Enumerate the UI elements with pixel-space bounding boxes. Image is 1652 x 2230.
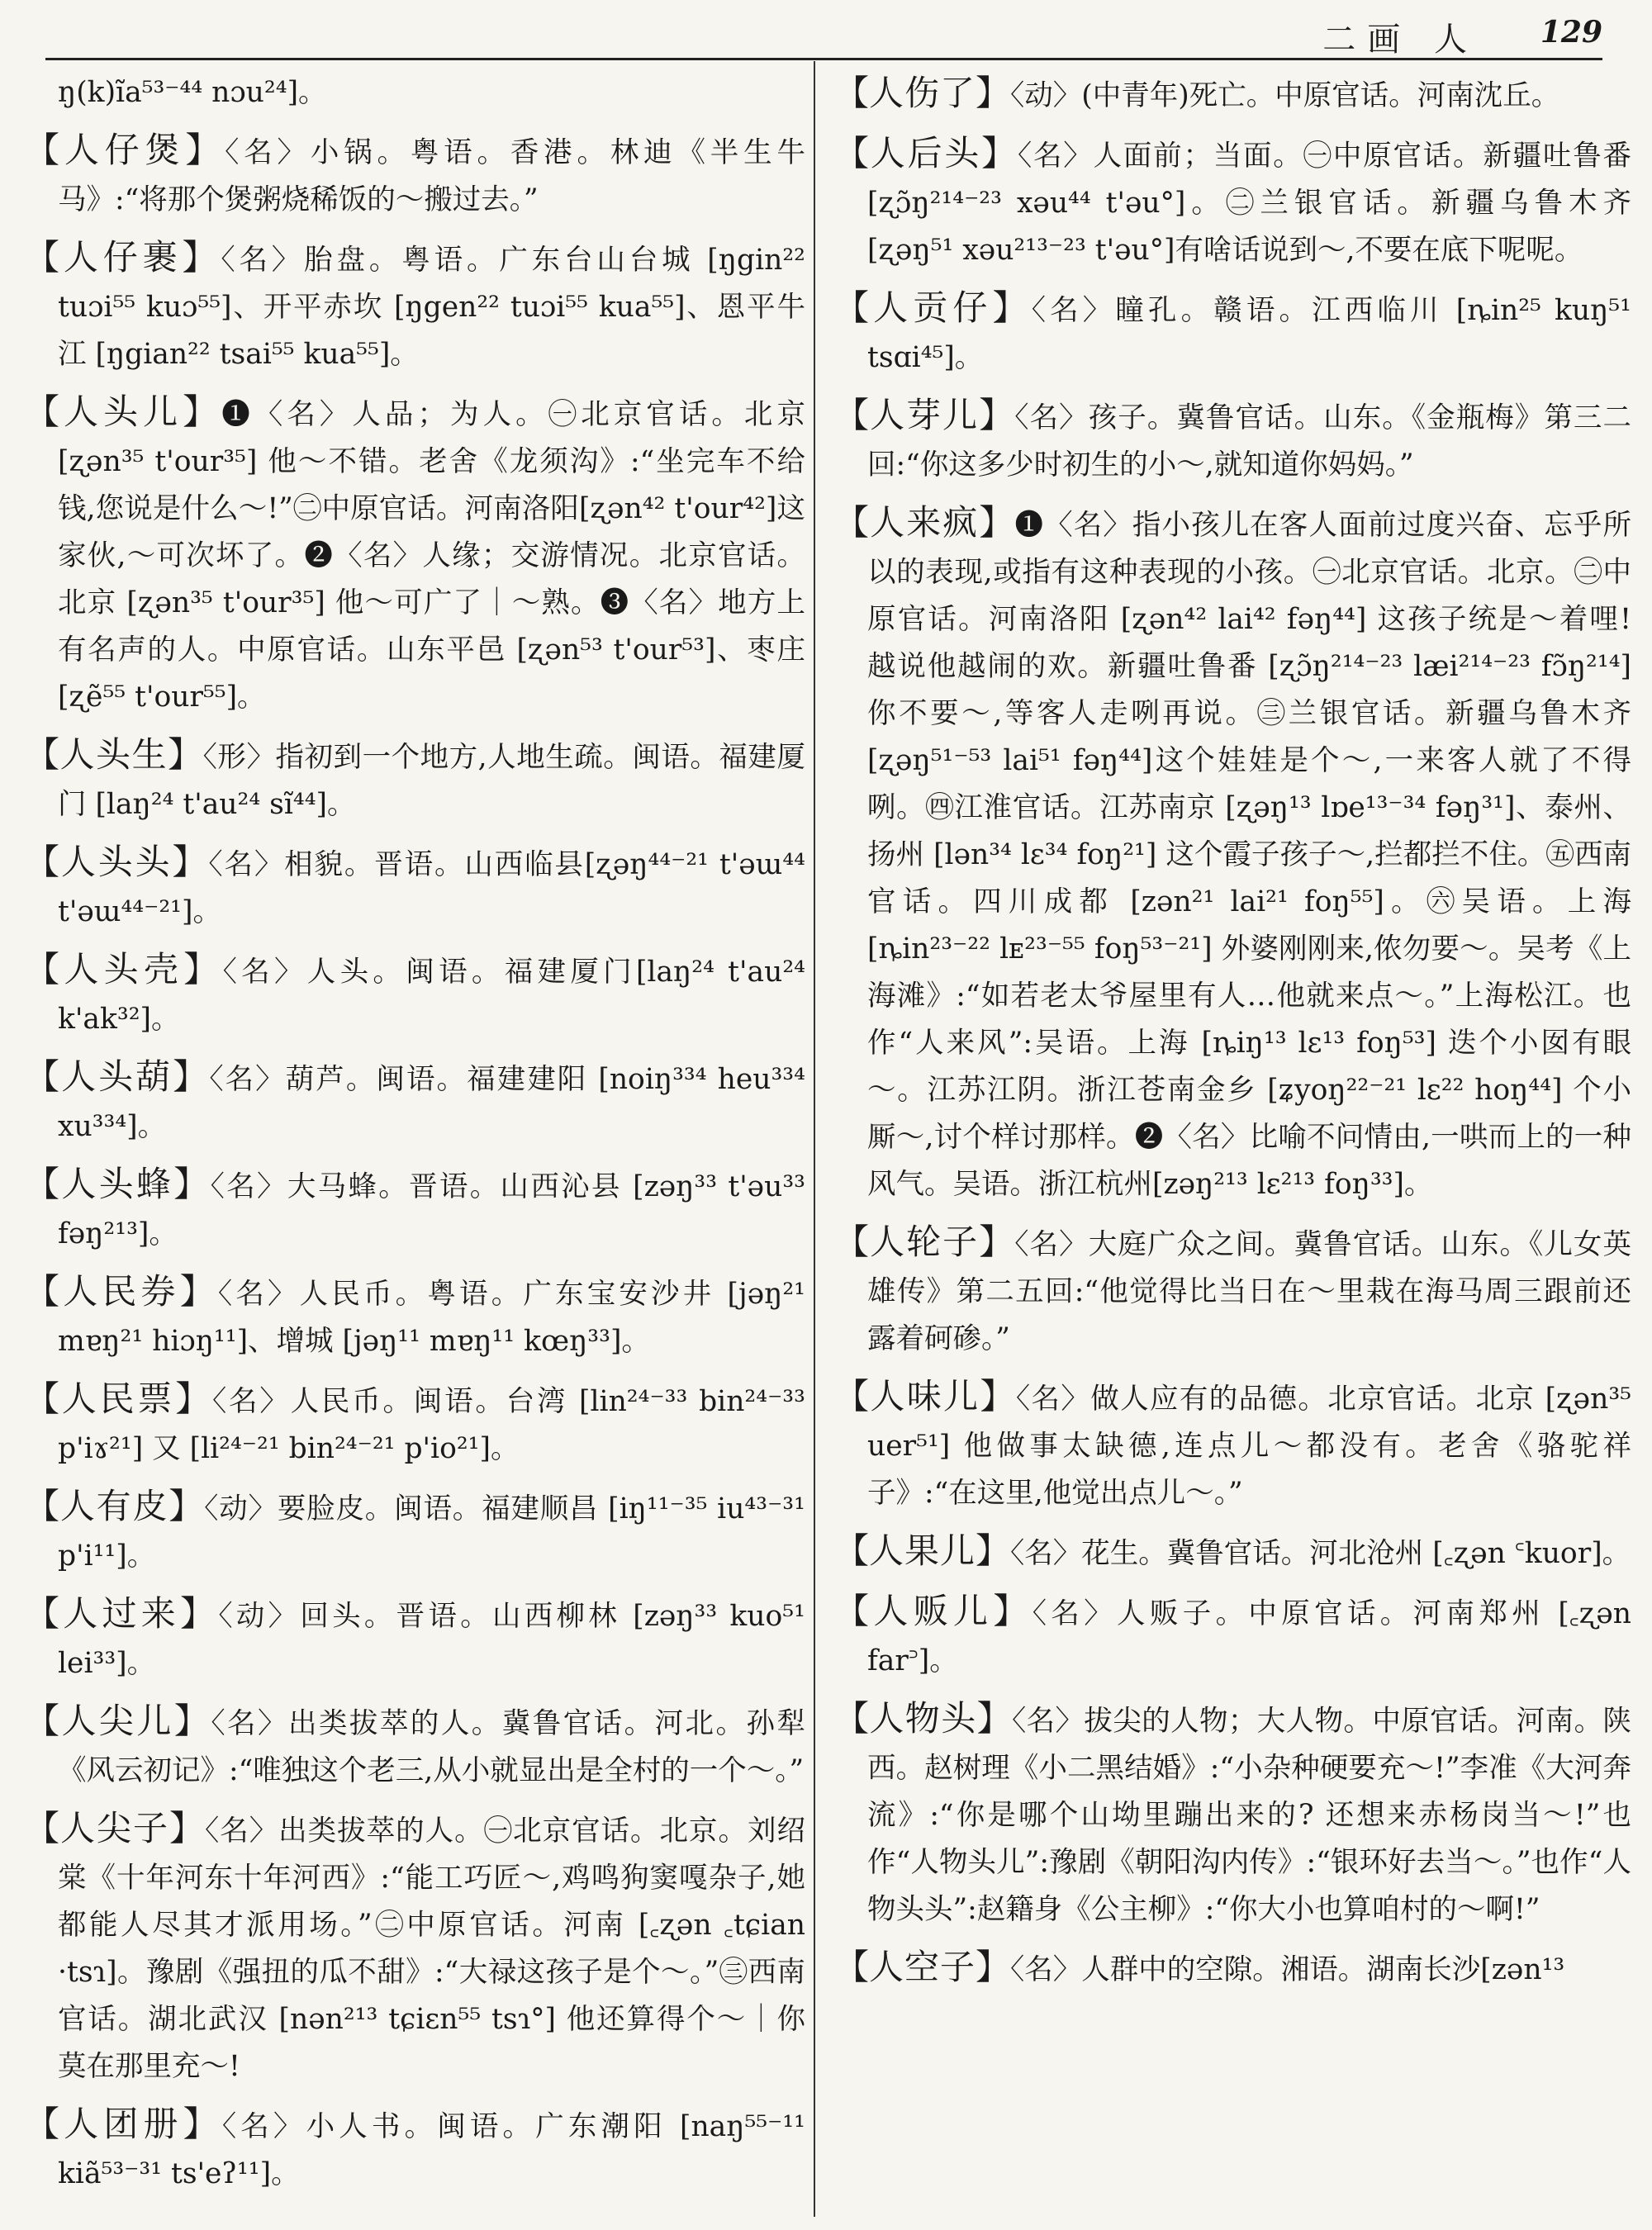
dictionary-entry: [25, 731, 805, 828]
dictionary-entry: [25, 1375, 805, 1473]
headword-bracket: 【人头头】: [25, 842, 209, 882]
entry-headword: 人后头: [870, 133, 982, 173]
dictionary-entry: [834, 1695, 1631, 1933]
entry-headword: 人团册: [64, 2104, 183, 2144]
entry-headword: 人民票: [61, 1378, 176, 1419]
entry-definition: 〈动〉回头。晋语。山西柳林 [zəŋ³³ kuo⁵¹ lei³³]。: [58, 1600, 805, 1680]
entry-definition: 〈名〉葫芦。闽语。福建建阳 [noiŋ³³⁴ heu³³⁴ xu³³⁴]。: [58, 1063, 805, 1143]
entry-definition: 〈名〉大庭广众之间。冀鲁官话。山东。《儿女英雄传》第二五回:“他觉得比当日在～里栽在海马周三跟前还露着砢碜。”: [867, 1228, 1631, 1355]
entry-headword: 人有皮: [59, 1486, 169, 1526]
headword-bracket: 【人民券】: [25, 1271, 218, 1312]
entry-continuation: ŋ(k)ĩa⁵³⁻⁴⁴ nɔu²⁴]。: [58, 76, 327, 109]
dictionary-entry: [25, 1268, 805, 1365]
entry-headword: 人仔煲: [64, 130, 186, 170]
headword-bracket: 【人贩儿】: [834, 1591, 1032, 1631]
entry-headword: 人果儿: [869, 1530, 976, 1571]
entry-definition: 〈名〉花生。冀鲁官话。河北沧州 [꜀ʐən ꜂kuor]。: [1010, 1537, 1631, 1570]
dictionary-entry: [25, 1697, 805, 1795]
headword-bracket: 【人物头】: [834, 1698, 1012, 1739]
entry-definition: ❶〈名〉人品；为人。㊀北京官话。北京 [ʐən³⁵ t'our³⁵] 他～不错。老舍《龙须沟》:“坐完车不给钱,您说是什么～!”㊁中原官话。河南洛阳[ʐən⁴² t'our⁴²]这家伙,～可次坏了。❷〈名〉人缘；交游情况。北京官话。北京 [ʐən³⁵ t'our³⁵] 他～可广了｜～熟。❸〈名〉地方上有名声的人。中原官话。山东平邑 [ʐən⁵³ t'our⁵³]、枣庄 [ʐẽ⁵⁵ t'our⁵⁵]。: [58, 398, 805, 714]
entry-headword: 人头生: [59, 734, 169, 775]
dictionary-entry: [834, 1373, 1631, 1517]
entry-definition: 〈名〉小人书。闽语。广东潮阳 [naŋ⁵⁵⁻¹¹ kiã⁵³⁻³¹ ts'eʔ¹¹]。: [58, 2110, 805, 2190]
headword-bracket: 【人果儿】: [834, 1530, 1011, 1571]
dictionary-entry: [25, 1160, 805, 1258]
entry-definition: 〈名〉胎盘。粤语。广东台山台城 [ŋgin²² tuɔi⁵⁵ kuɔ⁵⁵]、开平赤坎 [ŋgen²² tuɔi⁵⁵ kua⁵⁵]、恩平牛江 [ŋgian²² tsai⁵⁵ kua⁵⁵]。: [58, 244, 805, 371]
dictionary-entry: [834, 1587, 1631, 1685]
headword-bracket: 【人头壳】: [25, 949, 223, 989]
dictionary-entry: [25, 838, 805, 936]
page-number: 129: [1540, 15, 1602, 50]
entry-definition: 〈名〉大马蜂。晋语。山西沁县 [zəŋ³³ t'əu³³ fəŋ²¹³]。: [58, 1170, 805, 1250]
entry-headword: 人贡仔: [873, 287, 993, 328]
entry-headword: 人头头: [60, 842, 173, 882]
headword-bracket: 【人头生】: [25, 734, 203, 775]
headword-bracket: 【人贡仔】: [834, 287, 1032, 328]
headword-bracket: 【人民票】: [25, 1378, 212, 1419]
dictionary-entry: [25, 1590, 805, 1687]
entry-definition: 〈形〉指初到一个地方,人地生疏。闽语。福建厦门 [laŋ²⁴ t'au²⁴ sĩ⁴⁴]。: [58, 741, 805, 821]
entry-headword: 人空子: [869, 1947, 976, 1987]
entry-headword: 人轮子: [870, 1222, 980, 1262]
dictionary-entry: [25, 234, 805, 378]
entry-definition: ❶〈名〉指小孩儿在客人面前过度兴奋、忘乎所以的表现,或指有这种表现的小孩。㊀北京官话。北京。㊁中原官话。河南洛阳 [ʐən⁴² lai⁴² fəŋ⁴⁴] 这孩子统是～着哩! 越说他越闹的欢。新疆吐鲁番 [ʐɔ̃ŋ²¹⁴⁻²³ læi²¹⁴⁻²³ fɔ̃ŋ²¹⁴]你不要～,等客人走咧再说。㊂兰银官话。新疆乌鲁木齐[ʐəŋ⁵¹⁻⁵³ lai⁵¹ fəŋ⁴⁴]这个娃娃是个～,一来客人就了不得咧。㊃江淮官话。江苏南京 [ʐəŋ¹³ lɒe¹³⁻³⁴ fəŋ³¹]、泰州、扬州 [lən³⁴ lɛ³⁴ foŋ²¹] 这个霞子孩子～,拦都拦不住。㊄西南官话。四川成都 [zən²¹ lai²¹ foŋ⁵⁵]。㊅吴语。上海[ȵin²³⁻²² lᴇ²³⁻⁵⁵ foŋ⁵³⁻²¹] 外婆刚刚来,侬勿要～。吴考《上海滩》:“如若老太爷屋里有人…他就来点～。”上海松江。也作“人来风”:吴语。上海 [ȵiŋ¹³ lɛ¹³ foŋ⁵³] 迭个小囡有眼～。江苏江阴。浙江苍南金乡 [ʑyoŋ²²⁻²¹ lɛ²² hoŋ⁴⁴] 个小厮～,讨个样讨那样。❷〈名〉比喻不问情由,一哄而上的一种风气。吴语。浙江杭州[zəŋ²¹³ lɛ²¹³ foŋ³³]。: [867, 509, 1631, 1201]
entry-headword: 人头儿: [64, 391, 183, 432]
entry-definition: 〈名〉人面前；当面。㊀中原官话。新疆吐鲁番 [ʐɔ̃ŋ²¹⁴⁻²³ xəu⁴⁴ t'əu°]。㊁兰银官话。新疆乌鲁木齐 [ʐəŋ⁵¹ xəu²¹³⁻²³ t'əu°]有啥话说到～,不要在底下呢呢。: [867, 140, 1631, 267]
entry-definition: 〈名〉小锅。粤语。香港。林迪《半生牛马》:“将那个煲粥烧稀饭的～搬过去。”: [58, 136, 805, 216]
column-divider: [814, 61, 815, 2217]
entry-headword: 人伤了: [869, 73, 976, 113]
entry-headword: 人尖儿: [61, 1701, 174, 1741]
entry-definition: 〈名〉相貌。晋语。山西临县[ʐəŋ⁴⁴⁻²¹ t'əɯ⁴⁴ t'əɯ⁴⁴⁻²¹]。: [58, 848, 805, 928]
dictionary-entry: [834, 284, 1631, 382]
entry-definition: 〈名〉出类拔萃的人。冀鲁官话。河北。孙犁《风云初记》:“唯独这个老三,从小就显出是全村的一个～。”: [58, 1707, 805, 1787]
entry-headword: 人民券: [63, 1271, 180, 1312]
headword-bracket: 【人头蜂】: [25, 1164, 211, 1204]
headword-bracket: 【人尖儿】: [25, 1701, 211, 1741]
headword-bracket: 【人空子】: [834, 1947, 1011, 1987]
headword-bracket: 【人仔裹】: [25, 237, 221, 278]
headword-bracket: 【人伤了】: [834, 73, 1011, 113]
entry-headword: 人头葫: [61, 1056, 173, 1097]
dictionary-entry: [834, 1218, 1631, 1363]
entry-definition: 〈名〉人头。闽语。福建厦门[laŋ²⁴ t'au²⁴ k'ak³²]。: [58, 956, 805, 1036]
page-header: [45, 12, 1602, 60]
dictionary-entry: [834, 391, 1631, 489]
entry-headword: 人味儿: [870, 1376, 980, 1416]
entry-definition: 〈名〉人民币。闽语。台湾 [lin²⁴⁻³³ bin²⁴⁻³³ p'iɤ²¹] 又 [li²⁴⁻²¹ bin²⁴⁻²¹ p'io²¹]。: [58, 1385, 805, 1465]
entry-definition: 〈名〉瞳孔。赣语。江西临川 [ȵin²⁵ kuŋ⁵¹ tsɑi⁴⁵]。: [867, 294, 1631, 374]
entry-definition: 〈名〉人群中的空隙。湘语。湖南长沙[zən¹³: [1010, 1953, 1565, 1986]
entry-headword: 人头壳: [64, 949, 184, 989]
dictionary-entry: [25, 2100, 805, 2198]
section-title: 二画 人: [1322, 21, 1479, 59]
entry-headword: 人贩儿: [873, 1591, 994, 1631]
entry-headword: 人仔裹: [63, 237, 183, 278]
dictionary-entry: [25, 388, 805, 721]
entry-definition: 〈动〉(中青年)死亡。中原官话。河南沈丘。: [1010, 79, 1560, 112]
entry-definition: 〈名〉人贩子。中原官话。河南郑州 [꜀ʐən far꜄]。: [867, 1597, 1631, 1677]
headword-bracket: 【人后头】: [834, 133, 1018, 173]
dictionary-entry: [834, 1943, 1631, 1994]
entry-definition: 〈动〉要脸皮。闽语。福建顺昌 [iŋ¹¹⁻³⁵ iu⁴³⁻³¹ p'i¹¹]。: [58, 1492, 805, 1573]
headword-bracket: 【人轮子】: [834, 1222, 1015, 1262]
entry-headword: 人物头: [869, 1698, 977, 1739]
entry-headword: 人尖子: [60, 1808, 169, 1848]
entry-definition: 〈名〉做人应有的品德。北京官话。北京 [ʐən³⁵ uer⁵¹] 他做事太缺德,连点儿～都没有。老舍《骆驼祥子》:“在这里,他觉出点儿～。”: [867, 1383, 1631, 1510]
headword-bracket: 【人芽儿】: [834, 395, 1015, 435]
dictionary-entry: [25, 1805, 805, 2090]
headword-bracket: 【人仔煲】: [25, 130, 225, 170]
entry-headword: 人来疯: [870, 502, 980, 543]
entry-definition: 〈名〉孩子。冀鲁官话。山东。《金瓶梅》第三二回:“你这多少时初生的小～,就知道你妈妈。”: [867, 401, 1631, 482]
headword-bracket: 【人尖子】: [25, 1808, 205, 1848]
headword-bracket: 【人有皮】: [25, 1486, 205, 1526]
dictionary-entry: [25, 946, 805, 1043]
entry-headword: 人头蜂: [61, 1164, 174, 1204]
dictionary-entry: [834, 69, 1631, 120]
dictionary-entry: [834, 1527, 1631, 1578]
dictionary-entry: [25, 126, 805, 224]
entry-definition: 〈名〉拔尖的人物；大人物。中原官话。河南。陕西。赵树理《小二黑结婚》:“小杂种硬要充～!”李准《大河奔流》:“你是哪个山坳里蹦出来的? 还想来赤杨岗当～!”也作“人物头儿”:豫剧《朝阳沟内传》:“银环好去当～。”也作“人物头头”:赵籍身《公主柳》:“你大小也算咱村的～啊!”: [867, 1705, 1631, 1926]
headword-bracket: 【人来疯】: [834, 502, 1015, 543]
dictionary-entry: [834, 499, 1631, 1208]
headword-bracket: 【人头儿】: [25, 391, 222, 432]
dictionary-entry: [25, 1053, 805, 1151]
left-column: [25, 69, 805, 2217]
headword-bracket: 【人过来】: [25, 1593, 219, 1634]
headword-bracket: 【人头葫】: [25, 1056, 210, 1097]
dictionary-entry: [834, 130, 1631, 274]
headword-bracket: 【人团册】: [25, 2104, 222, 2144]
entry-definition: 〈名〉人民币。粤语。广东宝安沙井 [jəŋ²¹ mɐŋ²¹ hiɔŋ¹¹]、增城 [jəŋ¹¹ mɐŋ¹¹ kœŋ³³]。: [58, 1278, 805, 1358]
dictionary-entry: [25, 1483, 805, 1580]
headword-bracket: 【人味儿】: [834, 1376, 1016, 1416]
entry-definition: 〈名〉出类拔萃的人。㊀北京官话。北京。刘绍棠《十年河东十年河西》:“能工巧匠～,鸡鸣狗窦嘎杂子,她都能人尽其才派用场。”㊁中原官话。河南 [꜀ʐən ꜀tɕian ·tsɿ]。豫剧《强扭的瓜不甜》:“大禄这孩子是个～。”㊂西南官话。湖北武汉 [nən²¹³ tɕiɛn⁵⁵ tsɿ°] 他还算得个～｜你莫在那里充～!: [58, 1815, 805, 2083]
entry-headword: 人过来: [63, 1593, 181, 1634]
entry-headword: 人芽儿: [870, 395, 980, 435]
right-column: [834, 69, 1631, 2217]
